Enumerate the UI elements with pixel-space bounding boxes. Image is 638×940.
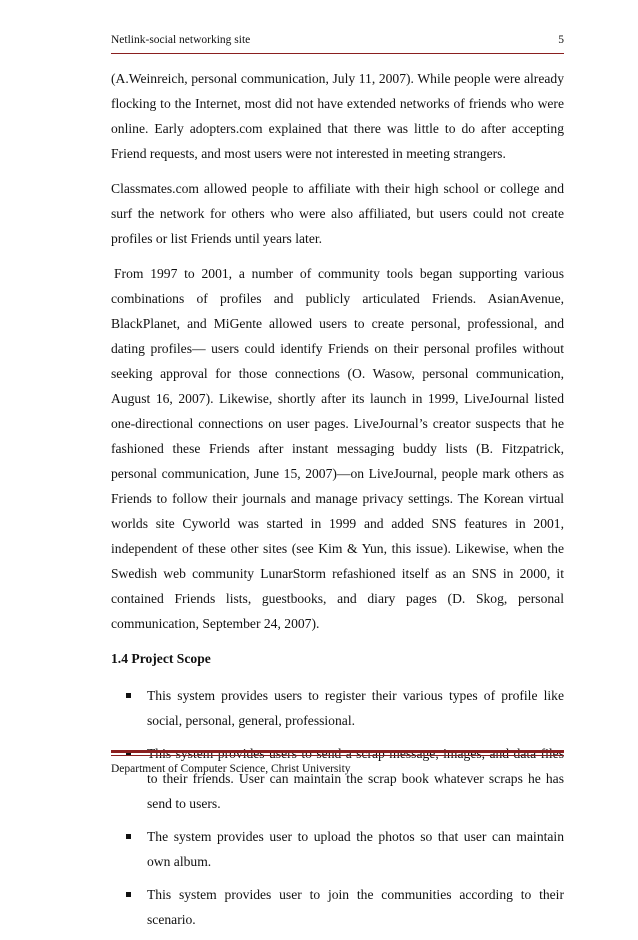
bullet-icon (126, 834, 131, 839)
paragraph-2: Classmates.com allowed people to affiliate with their high school or college and surf the network for others who were also affiliated, but users could not create profiles or list Friends until years later. (111, 181, 564, 246)
page-number: 5 (558, 34, 564, 46)
list-item (111, 824, 564, 874)
bullet-icon (126, 693, 131, 698)
page-header (111, 33, 564, 53)
footer-divider-thick (111, 750, 564, 753)
list-item (111, 683, 564, 733)
scope-bullet-list (111, 683, 564, 932)
list-item (111, 882, 564, 932)
section-heading: 1.4 Project Scope (111, 651, 211, 666)
list-item-text: This system provides user to join the communities according to their scenario. (147, 887, 564, 927)
list-item-text: This system provides users to send a scrap message, images, and data files to their friends. User can maintain the scrap book whatever scraps he has send to users. (147, 746, 564, 811)
list-item-text: This system provides users to register their various types of profile like social, personal, general, professional. (147, 688, 564, 728)
footer-divider-thin (111, 755, 564, 756)
paragraph-3: From 1997 to 2001, a number of community tools began supporting various combinations of profiles and publicly articulated Friends. AsianAvenue, BlackPlanet, and MiGente allowed users to create personal, professional, and dating profiles— users could identify Friends on their personal profiles without seeking approval for those connections (O. Wasow, personal communication, August 16, 2007). Likewise, shortly after its launch in 1999, LiveJournal listed one-directional connections on user pages. LiveJournal’s creator suspects that he fashioned these Friends after instant messaging buddy lists (B. Fitzpatrick, personal communication, June 15, 2007)—on LiveJournal, people mark others as Friends to follow their journals and manage privacy settings. The Korean virtual worlds site Cyworld was started in 1999 and added SNS features in 2001, independent of these other sites (see Kim & Yun, this issue). Likewise, when the Swedish web community LunarStorm refashioned itself as an SNS in 2000, it contained Friends lists, guestbooks, and diary pages (D. Skog, personal communication, September 24, 2007). (111, 266, 564, 631)
list-item-text: The system provides user to upload the photos so that user can maintain own album. (147, 829, 564, 869)
bullet-icon (126, 892, 131, 897)
header-title: Netlink-social networking site (111, 34, 251, 46)
page-footer: Department of Computer Science, Christ University (111, 763, 351, 775)
paragraph-1: (A.Weinreich, personal communication, July 11, 2007). While people were already flocking to the Internet, most did not have extended networks of friends who were online. Early adopters.com explained that there was little to do after accepting Friend requests, and most users were not interested in meeting strangers. (111, 71, 564, 161)
header-divider (111, 53, 564, 54)
page-body (111, 66, 564, 940)
